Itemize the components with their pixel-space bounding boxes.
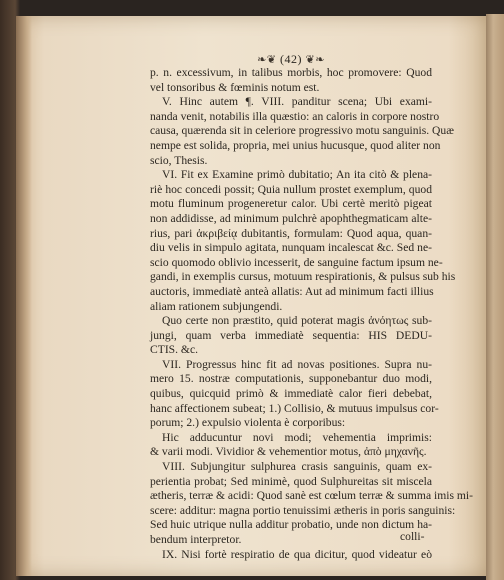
text-line: auctoris, immediatè anteà allatis: Aut ad minimum facti illius [150,284,434,298]
text-line: VI. Fit ex Examine primò dubitatio; An ita citò & plena- [162,168,432,182]
body-text [150,66,473,562]
text-line: IX. Nisi fortè respiratio de qua dicitur, quod videatur eò [162,547,432,561]
text-line: perientia probat; Sed minimè, quod Sulphureitas sit miscela [150,474,432,488]
page-number: (42) [280,52,302,66]
text-line: rius, pari ἀκριβείᾳ dubitantis, formulam: Quod aqua, quan- [150,226,432,240]
text-line: scere: additur: magna portio tenuissimi ætheris in poris sanguinis: [150,503,456,517]
text-line: VII. Progressus hinc fit ad novas positiones. Supra nu- [162,357,432,371]
text-line: nempe est solida, propria, mei unius hucusque, quod aliter non [150,138,441,152]
ornament-right-icon: ❦❧ [305,54,325,66]
text-line: bendum interpretor. [150,533,242,546]
binding-gutter [16,16,32,576]
text-line: causa, quærenda sit in celeriore progressivo motu sanguinis. Quæ [150,124,454,138]
text-line: porum; 2.) expulsio violenta è corporibus: [150,416,346,430]
text-line: non addidisse, ad minimum pulchrè apophthegmaticam alte- [150,211,432,225]
ornament-left-icon: ❧❦ [257,54,277,66]
text-line: hanc affectionem subeat; 1.) Collisio, & mutuus impulsus cor- [150,401,439,415]
text-line: Sed huic utrique nulla additur probatio, unde non dictum ha- [150,518,432,532]
text-line: ætheris, terræ & acidi: Quod sanè est cœlum terræ & summa imis mi- [150,489,473,503]
text-line: mero 15. nostræ computationis, supponebantur duo modi, [150,372,432,386]
catchword: colli- [400,530,425,543]
text-line: V. Hinc autem ¶. VIII. panditur scena; Ubi exami- [162,95,432,109]
text-line: p. n. excessivum, in talibus morbis, hoc promovere: Quod [150,66,432,79]
text-line: nanda venit, notabilis illa quæstio: an caloris in corpore nostro [150,109,440,123]
text-line: diu velis in simpulo agitata, nunquam incalescat &c. Sed ne- [150,241,432,255]
text-line: vel tonsoribus & fœminis notum est. [150,80,320,94]
text-line: aliam rationem subjungendi. [150,299,283,313]
text-line: gandi, in exemplis cursus, motuum respirationis, & pulsus sub his [150,270,456,284]
text-line: CTIS. &c. [150,343,198,357]
text-line: scio quomodo oblivio incesserit, de sanguine factum ipsum ne- [150,255,443,269]
text-line: Quo certe non præstito, quid poterat magis ἀνόητως sub- [162,314,432,328]
text-line: scio, Thesis. [150,153,208,167]
page-header [150,52,432,67]
text-line: jungi, quam verba immediatè sequentia: HIS DEDU- [150,328,432,342]
text-line: quibus, quicquid primò & immediatè calor fieri debebat, [150,387,432,401]
adjacent-page-edge [486,14,504,580]
text-line: motu fluminum progeneretur calor. Ubi certè meritò pigeat [150,197,432,211]
text-line: VIII. Subjungitur sulphurea crasis sanguinis, quam ex- [162,460,432,474]
text-line: Hic adducuntur novi modi; vehementia imprimis: [162,430,432,444]
text-line: & varii modi. Vividior & vehementior motus, ἀπὸ μηχανῆς. [150,445,427,459]
text-line: riè hoc concedi possit; Quia nullum prostet exemplum, quod [150,182,432,196]
